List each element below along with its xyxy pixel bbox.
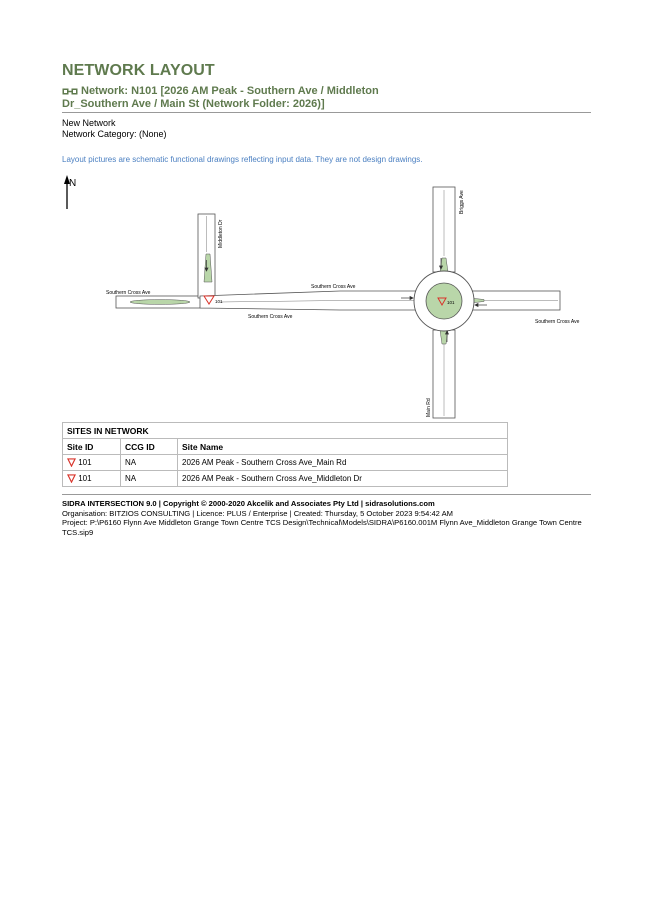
site-label-roundabout: 101 xyxy=(447,300,455,305)
footer-organisation: Organisation: BITZIOS CONSULTING | Licence: PLUS / Enterprise | Created: Thursday, 5 October 2023 9:54:42 AM xyxy=(62,508,453,518)
road-label-southern-cross-east: Southern Cross Ave xyxy=(535,319,580,325)
ccg-id: NA xyxy=(121,471,178,487)
network-layout-diagram xyxy=(60,172,600,422)
network-heading-line1: Network: N101 [2026 AM Peak - Southern Ave / Middleton xyxy=(81,85,379,97)
sites-in-network-table xyxy=(62,422,508,487)
heading-divider xyxy=(62,112,591,113)
footer-divider xyxy=(62,494,591,495)
yield-sign-icon xyxy=(67,474,76,483)
road-label-briggs-ave: Briggs Ave xyxy=(459,190,465,214)
header-site-id: Site ID xyxy=(63,439,121,455)
network-heading-line2: Dr_Southern Ave / Main St (Network Folder: 2026)] xyxy=(62,98,325,110)
table-row xyxy=(63,471,508,487)
yield-sign-icon xyxy=(67,458,76,467)
site-id: 101 xyxy=(78,473,92,483)
southern-cross-ave-mid xyxy=(200,291,422,310)
ccg-id: NA xyxy=(121,455,178,471)
site-name: 2026 AM Peak - Southern Cross Ave_Middleton Dr xyxy=(178,471,508,487)
network-heading xyxy=(62,85,452,111)
southern-cross-ave-east xyxy=(465,291,560,310)
network-name: New Network xyxy=(62,118,116,128)
site-name: 2026 AM Peak - Southern Cross Ave_Main Rd xyxy=(178,455,508,471)
southern-cross-ave-west xyxy=(116,296,206,308)
road-label-middleton-dr: Middleton Dr xyxy=(218,219,224,248)
road-label-main-rd: Main Rd xyxy=(426,398,432,417)
footer-project: Project: P:\P6160 Flynn Ave Middleton Grange Town Centre TCS Design\Technical\Models\SIDRA\P6160.001M Flynn Ave_Middleton Grange Town Centre TCS.sip9 xyxy=(62,518,582,537)
site-id-cell xyxy=(63,471,121,487)
middleton-dr-road xyxy=(198,214,215,298)
road-label-southern-cross-mid-bottom: Southern Cross Ave xyxy=(248,314,293,320)
footer xyxy=(62,499,587,537)
table-caption: SITES IN NETWORK xyxy=(63,423,508,439)
page-title: NETWORK LAYOUT xyxy=(62,62,215,79)
site-label-middleton: 101 xyxy=(215,299,223,304)
network-category: Network Category: (None) xyxy=(62,129,167,139)
table-header-row xyxy=(63,439,508,455)
road-label-southern-cross-mid-top: Southern Cross Ave xyxy=(311,284,356,290)
site-id: 101 xyxy=(78,457,92,467)
header-site-name: Site Name xyxy=(178,439,508,455)
table-row xyxy=(63,455,508,471)
main-rd-road xyxy=(433,330,455,418)
north-label: N xyxy=(69,178,77,189)
site-id-cell xyxy=(63,455,121,471)
footer-copyright: SIDRA INTERSECTION 9.0 | Copyright © 2000-2020 Akcelik and Associates Pty Ltd | sidrasolutions.com xyxy=(62,499,435,508)
layout-note: Layout pictures are schematic functional drawings reflecting input data. They are not design drawings. xyxy=(62,155,423,164)
briggs-ave-road xyxy=(433,187,455,272)
north-arrow-icon xyxy=(64,175,76,209)
road-label-southern-cross-west: Southern Cross Ave xyxy=(106,290,151,296)
header-ccg-id: CCG ID xyxy=(121,439,178,455)
roundabout xyxy=(414,271,474,331)
